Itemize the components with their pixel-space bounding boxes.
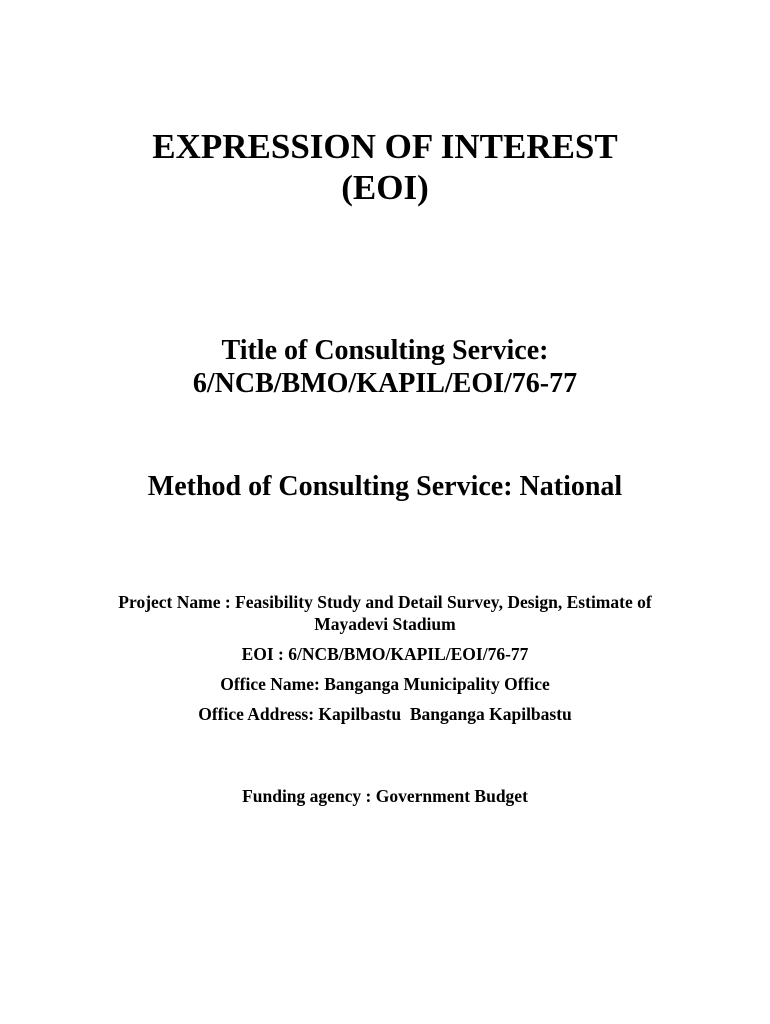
consulting-service-method: Method of Consulting Service: National bbox=[147, 471, 623, 502]
consulting-service-title bbox=[0, 334, 770, 400]
project-name-line-1: Project Name : Feasibility Study and Detail Survey, Design, Estimate of bbox=[118, 592, 652, 612]
eoi-number: EOI : 6/NCB/BMO/KAPIL/EOI/76-77 bbox=[241, 644, 529, 664]
service-title-value: 6/NCB/BMO/KAPIL/EOI/76-77 bbox=[192, 368, 578, 399]
heading-line-2: (EOI) bbox=[341, 168, 429, 207]
office-address: Office Address: Kapilbastu Banganga Kapilbastu bbox=[198, 704, 572, 724]
funding-agency: Funding agency : Government Budget bbox=[242, 786, 528, 806]
project-details bbox=[0, 591, 770, 725]
service-title-label: Title of Consulting Service: bbox=[221, 335, 549, 366]
project-name-line-2: Mayadevi Stadium bbox=[314, 614, 456, 634]
office-name: Office Name: Banganga Municipality Office bbox=[220, 674, 550, 694]
document-heading bbox=[0, 126, 770, 208]
heading-line-1: EXPRESSION OF INTEREST bbox=[152, 127, 618, 166]
